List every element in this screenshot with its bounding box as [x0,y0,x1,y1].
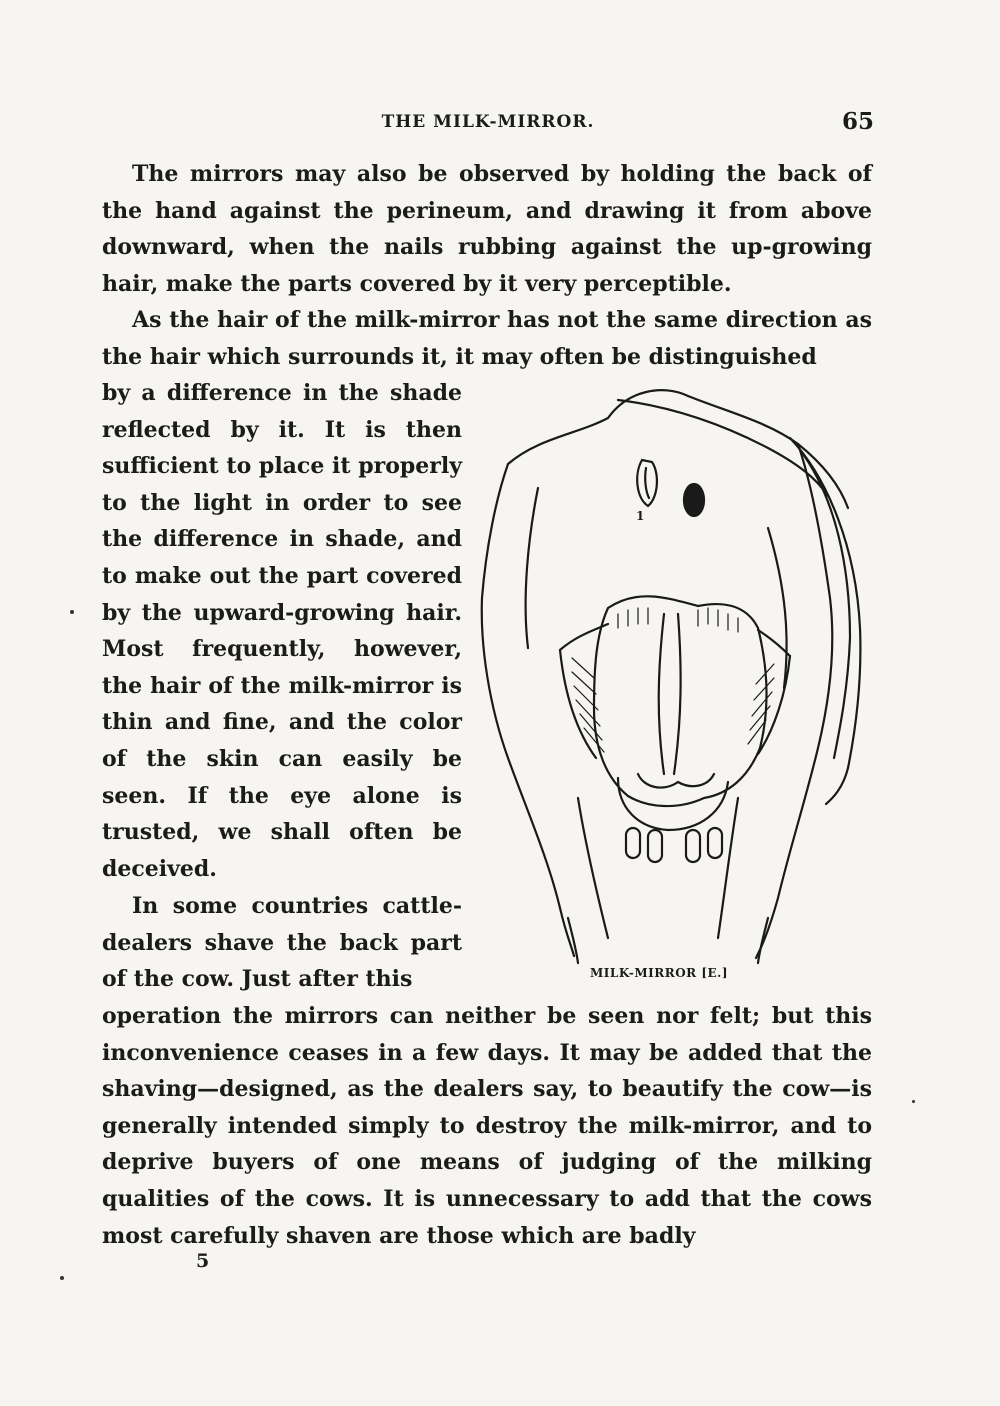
teat [626,828,640,858]
left-flank-outline [482,464,574,956]
print-speck [60,1276,64,1280]
teat [708,828,722,858]
milk-mirror-illustration [468,378,876,978]
running-head [102,108,874,138]
paragraph-hair-direction-wrap: by a difference in the shade reflected by it. It is then sufficient to place it properly to the light in order to see the difference in shade, and to make out the part covered by the upward-growing hair. Most frequently, however, the hair of the milk-mirror is thin and fine, and the color of the skin can easily be seen. If the eye alone is trusted, we shall often be deceived. [102,380,462,882]
teat [648,830,662,862]
vulva [637,460,657,506]
anus [684,484,704,516]
paragraph-cattle-dealers-wrap: In some countries cattle-dealers shave the back part of the cow. Just after this [102,893,462,993]
teat [686,830,700,862]
paragraph-hair-direction-start: As the hair of the milk-mirror has not the same direction as the hair which surrounds it, it may often be distinguished [102,307,872,370]
signature-mark: 5 [196,1250,210,1272]
figure-caption: MILK-MIRROR [E.] [590,966,728,980]
print-speck [70,610,74,614]
running-title: THE MILK-MIRROR. [381,112,595,132]
paragraph-cattle-dealers-continued: operation the mirrors can neither be seen nor felt; but this inconvenience ceases in a few days. It may be added that the shaving—designed, as the dealers say, to beautify the cow—is generally intended simply to destroy the milk-mirror, and to deprive buyers of one means of judging of the milking qualities of the cows. It is unnecessary to add that the cows most carefully shaven are those which are badly [102,1003,872,1249]
paragraph-mirrors-observed: The mirrors may also be observed by holding the back of the hand against the perineum, and drawing it from above downward, when the nails rubbing against the up-growing hair, make the parts covered by it very perceptible. [102,161,872,297]
page-number: 65 [841,108,874,135]
cow-back-outline [508,390,848,508]
figure-label-1: 1 [636,509,645,523]
print-speck [912,1100,915,1103]
